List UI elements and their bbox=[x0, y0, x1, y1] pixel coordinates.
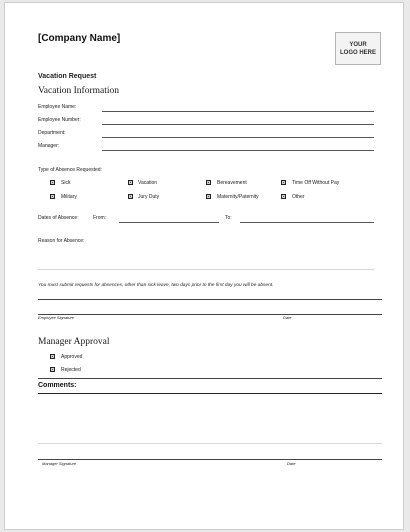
other-checkbox[interactable] bbox=[281, 194, 286, 199]
from-date-field[interactable] bbox=[119, 222, 219, 223]
from-label: From: bbox=[93, 215, 107, 221]
maternity-paternity-checkbox[interactable] bbox=[206, 194, 211, 199]
manager-label: Manager: bbox=[38, 143, 60, 149]
employee-signature-line[interactable] bbox=[38, 314, 382, 315]
dates-of-absence-label: Dates of Absence: bbox=[38, 215, 79, 221]
manager-signature-line[interactable] bbox=[38, 459, 382, 460]
department-label: Department: bbox=[38, 130, 66, 136]
other-label: Other bbox=[292, 194, 305, 200]
department-field[interactable] bbox=[102, 137, 374, 138]
form-page bbox=[4, 2, 404, 530]
section-title-manager-approval: Manager Approval bbox=[38, 337, 110, 347]
jury-duty-label: Jury Duty bbox=[138, 194, 160, 200]
vacation-label: Vacation bbox=[138, 180, 158, 186]
comments-label: Comments: bbox=[38, 382, 77, 389]
approved-checkbox[interactable] bbox=[50, 354, 55, 359]
reason-field[interactable] bbox=[38, 269, 374, 270]
rejected-checkbox[interactable] bbox=[50, 367, 55, 372]
manager-signature-label: Manager Signature bbox=[42, 461, 77, 466]
to-label: To: bbox=[225, 215, 232, 221]
comments-field[interactable] bbox=[38, 443, 382, 444]
military-label: Military bbox=[61, 194, 77, 200]
employee-date-label: Date bbox=[283, 315, 292, 320]
notice-divider bbox=[38, 299, 382, 300]
employee-name-label: Employee Name: bbox=[38, 104, 77, 110]
maternity-paternity-label: Maternity/Paternity bbox=[217, 194, 259, 200]
jury-duty-checkbox[interactable] bbox=[128, 194, 133, 199]
approved-label: Approved bbox=[61, 354, 83, 360]
logo-text: YOUR LOGO HERE bbox=[340, 41, 377, 56]
time-off-without-pay-label: Time Off Without Pay bbox=[292, 180, 340, 186]
bereavement-checkbox[interactable] bbox=[206, 180, 211, 185]
logo-placeholder bbox=[335, 32, 381, 65]
reason-label: Reason for Absence: bbox=[38, 238, 85, 244]
bereavement-label: Bereavement bbox=[217, 180, 247, 186]
manager-date-label: Date bbox=[287, 461, 296, 466]
section-title-vacation-info: Vacation Information bbox=[38, 86, 119, 96]
notice-text: You must submit requests for absences, other than sick leave, two days prior to the first day you will be absent. bbox=[38, 283, 274, 288]
vacation-checkbox[interactable] bbox=[128, 180, 133, 185]
comments-top-rule bbox=[38, 393, 382, 394]
absence-type-label: Type of Absence Requested: bbox=[38, 167, 102, 173]
manager-field[interactable] bbox=[102, 150, 374, 151]
employee-number-label: Employee Number: bbox=[38, 117, 81, 123]
to-date-field[interactable] bbox=[240, 222, 374, 223]
military-checkbox[interactable] bbox=[50, 194, 55, 199]
employee-name-field[interactable] bbox=[102, 111, 374, 112]
employee-number-field[interactable] bbox=[102, 124, 374, 125]
form-title: Vacation Request bbox=[38, 73, 97, 80]
rejected-label: Rejected bbox=[61, 367, 81, 373]
sick-label: Sick bbox=[61, 180, 71, 186]
approval-divider bbox=[38, 378, 382, 379]
company-name: [Company Name] bbox=[38, 33, 121, 44]
employee-signature-label: Employee Signature bbox=[38, 315, 75, 320]
sick-checkbox[interactable] bbox=[50, 180, 55, 185]
time-off-without-pay-checkbox[interactable] bbox=[281, 180, 286, 185]
